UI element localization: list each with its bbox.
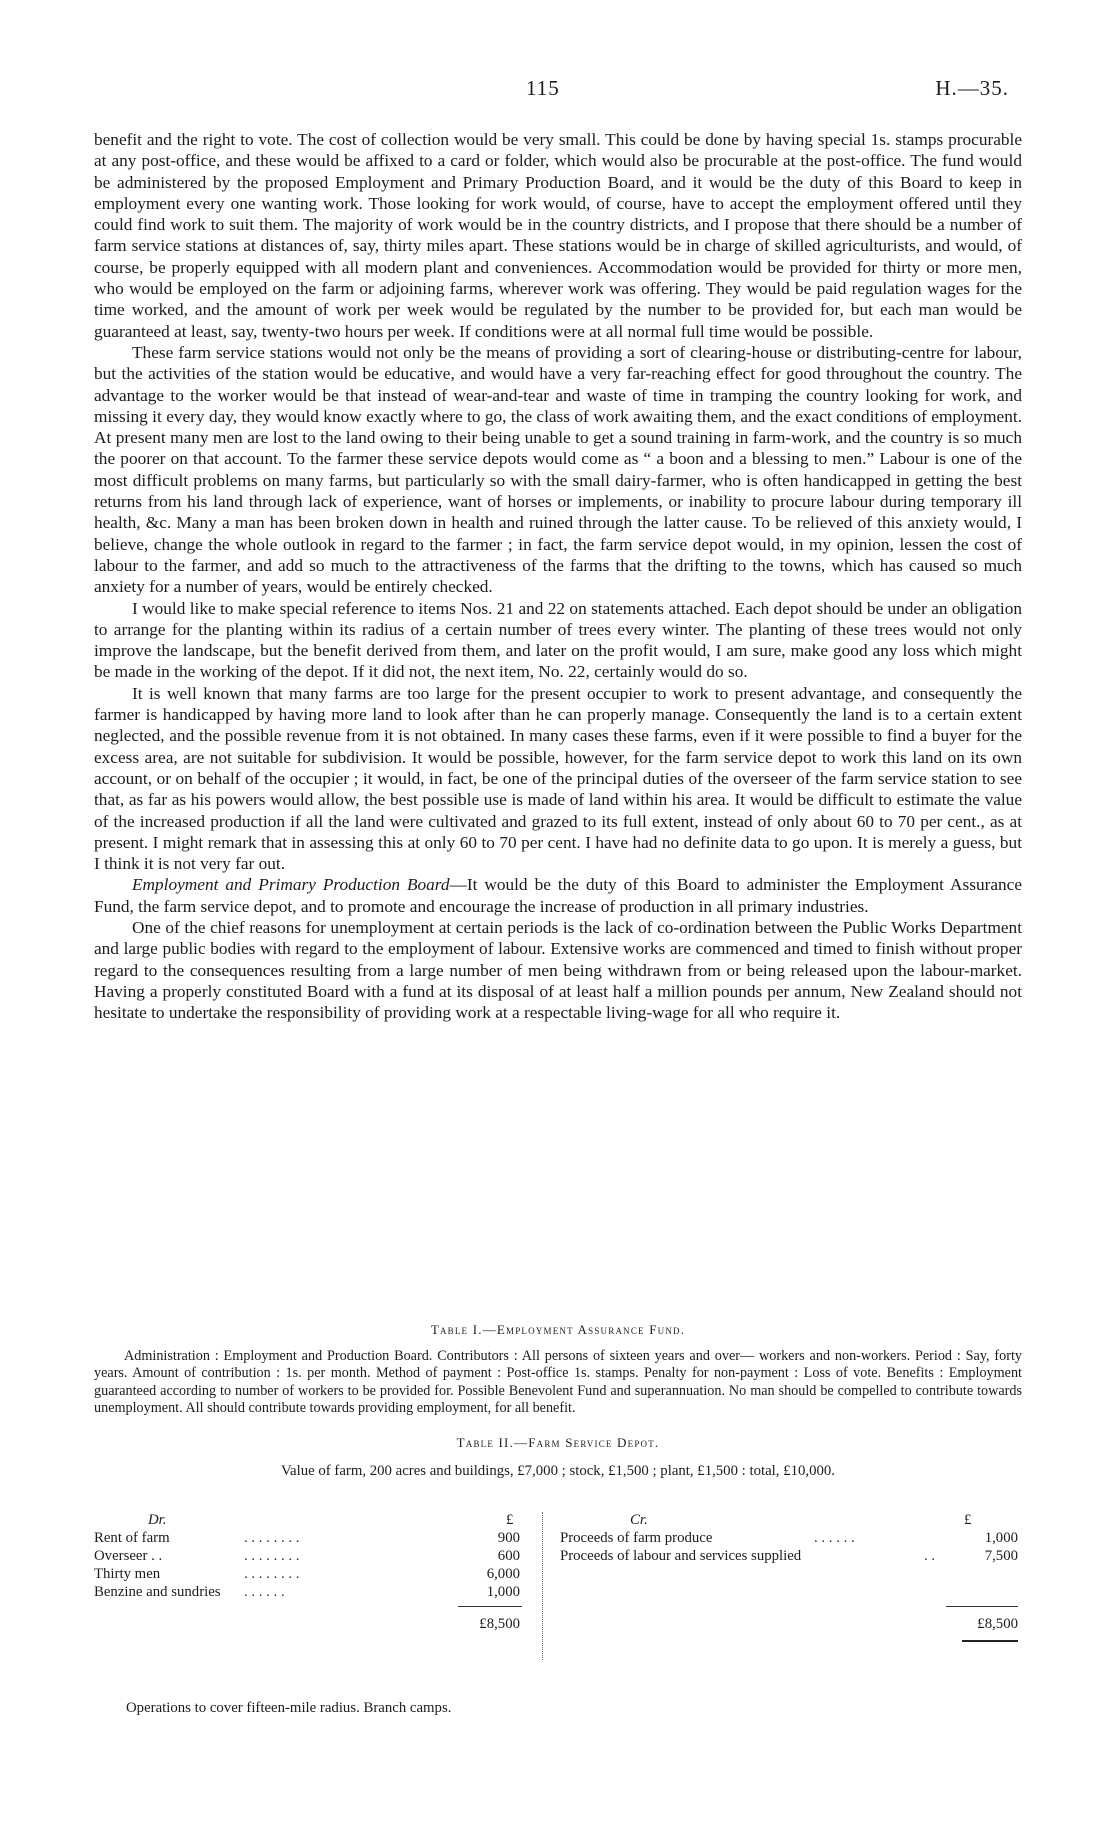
debit-amount: 6,000 bbox=[486, 1566, 520, 1582]
leader-dots: . . . . . . . . bbox=[244, 1566, 300, 1582]
leader-dots: . . . . . . . . bbox=[244, 1548, 300, 1564]
credit-currency: £ bbox=[964, 1512, 972, 1528]
leader-dots: . . . . . . . . bbox=[244, 1530, 300, 1546]
credit-heading: Cr. bbox=[630, 1512, 648, 1528]
leader-dots: . . bbox=[924, 1548, 936, 1564]
debit-label: Benzine and sundries bbox=[94, 1584, 221, 1600]
debit-total-rule bbox=[458, 1606, 522, 1607]
debit-currency: £ bbox=[506, 1512, 514, 1528]
table2-farm-values: Value of farm, 200 acres and buildings, £7,000 ; stock, £1,500 ; plant, £1,500 : total, £10,000. bbox=[281, 1463, 835, 1480]
leader-dots: . . . . . . bbox=[244, 1584, 285, 1600]
paragraph-large-farms: It is well known that many farms are too large for the present occupier to work to present advantage, and consequently the farmer is handicapped by having more land to look after than he can properly manage. Consequently the land is to a certain extent neglected, and the possible revenue from it is not obtained. In many cases these farms, even if it were possible to find a buyer for the excess area, are not suitable for subdivision. It would be possible, however, for the farm service depot to work this land on its own account, or on behalf of the occupier ; it would, in fact, be one of the principal duties of the overseer of the farm service station to see that, as far as his powers would allow, the best possible use is made of land within his area. It would be difficult to estimate the value of the increased production if all the land were cultivated and grazed to its full extent, instead of only about 60 to 70 per cent., as at present. I might remark that in assessing this at only 60 to 70 per cent. I have had no definite data to go upon. It is merely a guess, but I think it is not very far out. bbox=[94, 683, 1022, 874]
table1-title: Table I.—Employment Assurance Fund. bbox=[430, 1322, 686, 1337]
table2-title: Table II.—Farm Service Depot. bbox=[456, 1435, 660, 1451]
credit-total-rule bbox=[946, 1606, 1018, 1607]
body-text bbox=[94, 129, 1022, 1023]
ledger-divider bbox=[542, 1512, 543, 1660]
table1-body: Administration : Employment and Production Board. Contributors : All persons of sixteen years and over— workers and non-workers. Period : Say, forty years. Amount of contribution : 1s. per month. Method of payment : Post-office 1s. stamps. Penalty for non-payment : Loss of vote. Benefits : Employment guaranteed according to number of workers to be provided for. Possible Benevolent Fund and superannuation. No man should be compelled to contribute towards unemployment. All should contribute towards providing employment, for all benefit. bbox=[94, 1348, 1022, 1416]
debit-label: Overseer . . bbox=[94, 1548, 163, 1564]
document-reference: H.—35. bbox=[935, 76, 1009, 100]
page-header bbox=[0, 76, 1114, 106]
paragraph-board-duties bbox=[94, 874, 1022, 917]
debit-amount: 600 bbox=[497, 1548, 520, 1564]
credit-amount: 7,500 bbox=[984, 1548, 1018, 1564]
debit-label: Rent of farm bbox=[94, 1530, 170, 1546]
debit-amount: 900 bbox=[497, 1530, 520, 1546]
footer-note: Operations to cover fifteen-mile radius. Branch camps. bbox=[126, 1700, 452, 1716]
credit-amount: 1,000 bbox=[984, 1530, 1018, 1546]
credit-total: £8,500 bbox=[977, 1616, 1018, 1632]
paragraph-voting-benefit: benefit and the right to vote. The cost of collection would be very small. This could be done by having special 1s. stamps procurable at any post-office, and these would be affixed to a card or folder, which would also be procurable at the post-office. The fund would be administered by the proposed Employment and Primary Production Board, and it would be the duty of this Board to keep in employment every one wanting work. Those looking for work would, of course, have to accept the employment offered until they could find work to suit them. The majority of work would be in the country districts, and I propose that there should be a number of farm service stations at distances of, say, thirty miles apart. These stations would be in charge of skilled agriculturists, and would, of course, be properly equipped with all modern plant and conveniences. Accommodation would be provided for thirty or more men, who would be employed on the farm or adjoining farms, wherever work was offering. They would be paid regulation wages for the time worked, and the amount of work per week would be regulated by the number to be provided for, but each man would be guaranteed at least, say, twenty-two hours per week. If conditions were at all normal full time would be possible. bbox=[94, 130, 1022, 341]
ledger-table bbox=[94, 1512, 1022, 1672]
tables-section bbox=[94, 1322, 1022, 1480]
debit-amount: 1,000 bbox=[486, 1584, 520, 1600]
credit-label: Proceeds of farm produce bbox=[560, 1530, 713, 1546]
paragraph-farm-service-stations: These farm service stations would not only be the means of providing a sort of clearing-house or distributing-centre for labour, but the activities of the station would be educative, and would have a very far-reaching effect for good throughout the country. The advantage to the worker would be that instead of wear-and-tear and waste of time in tramping the country looking for work, and missing it every day, they would know exactly where to go, the class of work awaiting them, and the exact conditions of employment. At present many men are lost to the land owing to their being unable to get a sound training in farm-work, and the country is so much the poorer on that account. To the farmer these service depots would come as “ a boon and a blessing to men.” Labour is one of the most difficult problems on many farms, but particularly so with the small dairy-farmer, who is often handicapped in getting the best returns from his land through lack of experience, want of horses or implements, or inability to procure labour during temporary ill health, &c. Many a man has been broken down in health and ruined through the latter cause. To be relieved of this anxiety would, I believe, change the whole outlook in regard to the farmer ; in fact, the farm service depot would, in my opinion, lessen the cost of labour to the farmer, and add so much to the attractiveness of the farms that the drifting to the towns, which has caused so much anxiety for a number of years, would be entirely checked. bbox=[94, 342, 1022, 597]
debit-label: Thirty men bbox=[94, 1566, 161, 1582]
credit-label: Proceeds of labour and services supplied bbox=[560, 1548, 802, 1564]
debit-total: £8,500 bbox=[479, 1616, 520, 1632]
credit-double-rule bbox=[962, 1640, 1018, 1642]
board-heading: Employment and Primary Production Board bbox=[132, 875, 450, 895]
board-text: —It would be the duty of this Board to administer the Employment Assurance Fund, the farm service depot, and to promote and encourage the increase of production in all primary industries. bbox=[94, 875, 1022, 916]
paragraph-unemployment-coordination: One of the chief reasons for unemployment at certain periods is the lack of co-ordination between the Public Works Department and large public bodies with regard to the employment of labour. Extensive works are commenced and timed to finish without proper regard to the consequences resulting from a large number of men being withdrawn from or being released upon the labour-market. Having a properly constituted Board with a fund at its disposal of at least half a million pounds per annum, New Zealand should not hesitate to undertake the responsibility of providing work at a respectable living-wage for all who require it. bbox=[94, 917, 1022, 1023]
debit-heading: Dr. bbox=[148, 1512, 167, 1528]
leader-dots: . . . . . . bbox=[814, 1530, 855, 1546]
page-number: 115 bbox=[526, 76, 560, 100]
paragraph-tree-planting: I would like to make special reference to items Nos. 21 and 22 on statements attached. Each depot should be under an obligation to arrange for the planting within its radius of a certain number of trees every winter. The planting of these trees would not only improve the landscape, but the benefit derived from them, and later on the profit would, I am sure, make good any loss which might be made in the working of the depot. If it did not, the next item, No. 22, certainly would do so. bbox=[94, 598, 1022, 682]
